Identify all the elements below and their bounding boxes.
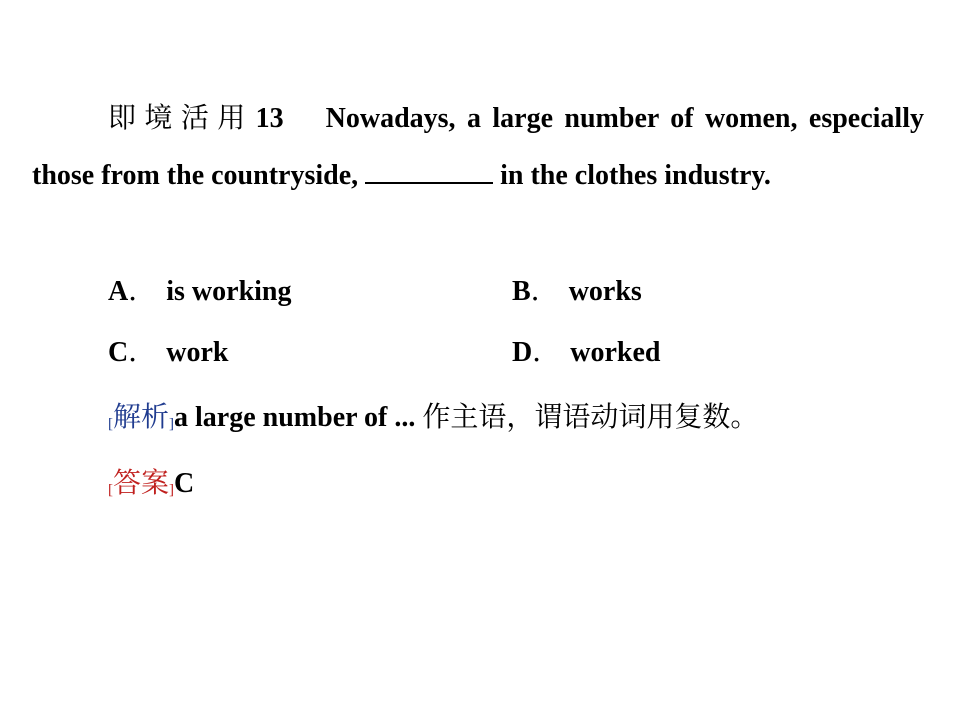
option-a-separator: ． [128,276,157,307]
question-text-part1: Nowadays, a large number of women, especially those from the countryside, [32,103,924,191]
answer-tag [108,468,174,499]
option-d-separator: ． [532,337,561,368]
analysis-label: 解析 [113,402,170,433]
option-c-separator: ． [128,337,157,368]
option-b-separator: ． [530,276,559,307]
question-stem [32,90,924,204]
option-a-text: is working [166,276,292,307]
answer-value: C [174,468,195,499]
answer-label: 答案 [113,468,170,499]
answer-line [108,464,194,510]
option-c-text: work [166,337,229,368]
option-c-letter: C [108,337,129,368]
question-prefix: 即境活用 [108,103,254,134]
answer-bracket-open: [ [108,482,113,498]
question-text-part2: in the clothes industry. [500,160,771,191]
option-b [512,275,642,309]
analysis-line [108,398,758,444]
analysis-text-en: a large number of ... [174,402,416,433]
analysis-bracket-close: ] [169,416,175,432]
answer-blank [365,160,493,184]
option-d-letter: D [512,337,533,368]
option-a-letter: A [108,276,129,307]
analysis-tag [108,402,174,433]
option-d [512,336,660,370]
question-number: 13 [255,103,284,134]
analysis-bracket-open: [ [108,416,113,432]
option-c [108,336,228,370]
analysis-text-zh: 作主语，谓语动词用复数。 [422,402,759,433]
option-b-text: works [568,276,642,307]
option-d-text: worked [570,337,661,368]
option-b-letter: B [512,276,531,307]
option-a [108,275,292,309]
answer-bracket-close: ] [169,482,175,498]
